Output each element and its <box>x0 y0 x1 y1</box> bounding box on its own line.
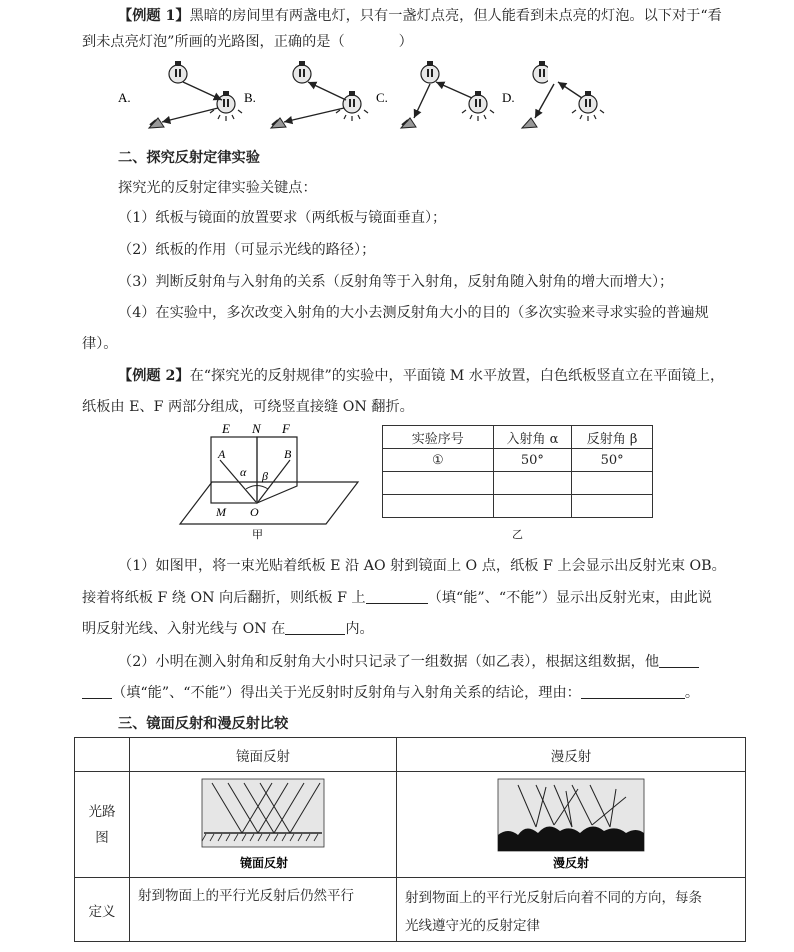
answer-blank-4[interactable] <box>581 684 685 699</box>
svg-text:E: E <box>222 421 230 436</box>
section2-heading: 二、探究反射定律实验 <box>118 150 260 166</box>
example2-tag: 【例题 2】 <box>118 368 190 384</box>
diffuse-reflection-diagram <box>496 777 646 873</box>
option-d-label: D. <box>502 90 515 105</box>
question-1-line2: 接着将纸板 F 绕 ON 向后翻折，则纸板 F 上 （填“能”、“不能”）显示出反射光束，由此说 <box>82 590 712 606</box>
svg-text:N: N <box>252 421 261 436</box>
option-b-label: B. <box>244 90 256 105</box>
comparison-table <box>74 737 746 942</box>
answer-blank-3a[interactable] <box>659 653 699 668</box>
svg-text:α: α <box>240 465 247 479</box>
svg-text:漫反射: 漫反射 <box>552 855 590 870</box>
table-caption: 乙 <box>512 528 523 541</box>
option-a-label: A. <box>118 90 131 105</box>
example2-line1: 【例题 2】在“探究光的反射规律”的实验中，平面镜 M 水平放置，白色纸板竖直立在平面镜上， <box>118 368 725 384</box>
example1-line1: 【例题 1】黑暗的房间里有两盏电灯，只有一盏灯点亮，但人能看到未点亮的灯泡。以下对于“看 <box>118 8 722 24</box>
table-header: 入射角 α <box>493 426 572 449</box>
question-1-line3: 明反射光线、入射光线与 ON 在 内。 <box>82 621 374 637</box>
key-point-1: （1）纸板与镜面的放置要求（两纸板与镜面垂直）； <box>118 210 447 226</box>
svg-text:M: M <box>216 505 226 519</box>
answer-blank-2[interactable] <box>285 620 345 635</box>
section2-intro: 探究光的反射定律实验关键点： <box>118 180 317 196</box>
data-table <box>382 425 653 518</box>
svg-text:甲: 甲 <box>252 529 263 541</box>
svg-text:β: β <box>262 469 268 483</box>
definition-mirror: 射到物面上的平行光反射后仍然平行 <box>130 878 397 942</box>
table-row <box>383 495 653 518</box>
mirror-reflection-cell <box>130 772 397 878</box>
mirror-reflection-diagram <box>198 777 328 873</box>
table-header: 实验序号 <box>383 426 494 449</box>
key-point-3: （3）判断反射角与入射角的关系（反射角等于入射角，反射角随入射角的增大而增大）； <box>118 274 674 290</box>
definition-diffuse: 射到物面上的平行光反射后向着不同的方向，每条 光线遵守光的反射定律 <box>397 878 746 942</box>
svg-text:镜面反射: 镜面反射 <box>239 855 289 870</box>
column-header-mirror: 镜面反射 <box>130 738 397 772</box>
example1-tag: 【例题 1】 <box>118 8 190 24</box>
option-d-figure <box>520 54 620 136</box>
svg-text:B: B <box>284 447 292 461</box>
key-point-4: （4）在实验中，多次改变入射角的大小去测反射角大小的目的（多次实验来寻求实验的普遍规 <box>118 305 709 321</box>
column-header-diffuse: 漫反射 <box>397 738 746 772</box>
question-1-line1: （1）如图甲，将一束光贴着纸板 E 沿 AO 射到镜面上 O 点，纸板 F 上会显示出反射光束 OB。 <box>118 558 726 574</box>
svg-text:A: A <box>218 447 226 461</box>
key-point-4-cont: 律）。 <box>82 336 118 352</box>
section3-heading: 三、镜面反射和漫反射比较 <box>118 716 289 732</box>
example2-line2: 纸板由 E、F 两部分组成，可绕竖直接缝 ON 翻折。 <box>82 399 414 415</box>
table-row <box>383 472 653 495</box>
question-2-line2: （填“能”、“不能”）得出关于光反射时反射角与入射角关系的结论，理由： 。 <box>82 683 699 703</box>
answer-blank-3b[interactable] <box>82 684 112 699</box>
table-row: ① 50° 50° <box>383 449 653 472</box>
answer-blank-1[interactable] <box>366 589 428 604</box>
question-2-line1: （2）小明在测入射角和反射角大小时只记录了一组数据（如乙表），根据这组数据，他 <box>118 652 699 672</box>
table-header: 反射角 β <box>572 426 653 449</box>
row-label-light-path: 光路图 <box>75 772 130 878</box>
example1-line2: 到未点亮灯泡”所画的光路图，正确的是（ ） <box>82 34 413 50</box>
reflection-experiment-figure <box>176 420 362 542</box>
svg-text:F: F <box>282 421 290 436</box>
diffuse-reflection-cell <box>397 772 746 878</box>
row-label-definition: 定义 <box>75 878 130 942</box>
key-point-2: （2）纸板的作用（可显示光线的路径）； <box>118 242 376 258</box>
option-c-label: C. <box>376 90 388 105</box>
example1-light-path-figures <box>118 54 548 136</box>
svg-text:O: O <box>250 505 259 519</box>
